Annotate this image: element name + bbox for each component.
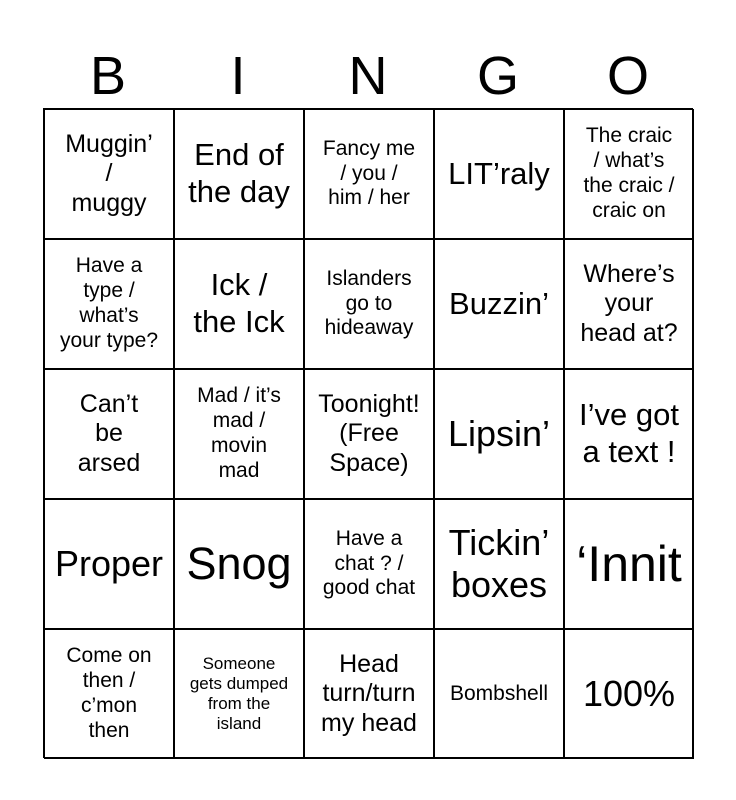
header-letter-i: I (230, 46, 246, 106)
bingo-cell-r2c5[interactable]: Where’s your head at? (564, 239, 694, 369)
bingo-cell-r2c3[interactable]: Islanders go to hideaway (304, 239, 434, 369)
header-letter-b: B (89, 46, 127, 106)
bingo-cell-r4c2[interactable]: Snog (174, 499, 304, 629)
bingo-cell-r4c3[interactable]: Have a chat ? / good chat (304, 499, 434, 629)
bingo-cell-r1c1[interactable]: Muggin’ / muggy (44, 109, 174, 239)
bingo-cell-r4c4[interactable]: Tickin’ boxes (434, 499, 564, 629)
bingo-cell-r2c2[interactable]: Ick / the Ick (174, 239, 304, 369)
bingo-cell-r4c1[interactable]: Proper (44, 499, 174, 629)
bingo-cell-r5c1[interactable]: Come on then / c’mon then (44, 629, 174, 759)
bingo-cell-r3c2[interactable]: Mad / it’s mad / movin mad (174, 369, 304, 499)
bingo-cell-r5c4[interactable]: Bombshell (434, 629, 564, 759)
bingo-cell-r1c3[interactable]: Fancy me / you / him / her (304, 109, 434, 239)
bingo-cell-r2c4[interactable]: Buzzin’ (434, 239, 564, 369)
bingo-card (43, 108, 693, 758)
bingo-cell-r3c5[interactable]: I’ve got a text ! (564, 369, 694, 499)
bingo-cell-r3c4[interactable]: Lipsin’ (434, 369, 564, 499)
bingo-cell-r4c5[interactable]: ‘Innit (564, 499, 694, 629)
bingo-header (43, 44, 693, 108)
bingo-cell-r1c2[interactable]: End of the day (174, 109, 304, 239)
bingo-cell-r1c5[interactable]: The craic / what’s the craic / craic on (564, 109, 694, 239)
bingo-cell-r3c1[interactable]: Can’t be arsed (44, 369, 174, 499)
bingo-cell-r3c3[interactable]: Toonight! (Free Space) (304, 369, 434, 499)
bingo-cell-r5c5[interactable]: 100% (564, 629, 694, 759)
bingo-cell-r1c4[interactable]: LIT’raly (434, 109, 564, 239)
bingo-cell-r5c3[interactable]: Head turn/turn my head (304, 629, 434, 759)
header-letter-n: N (348, 46, 388, 106)
bingo-cell-r2c1[interactable]: Have a type / what’s your type? (44, 239, 174, 369)
bingo-cell-r5c2[interactable]: Someone gets dumped from the island (174, 629, 304, 759)
header-letter-g: G (476, 46, 519, 106)
header-letter-o: O (606, 46, 649, 106)
